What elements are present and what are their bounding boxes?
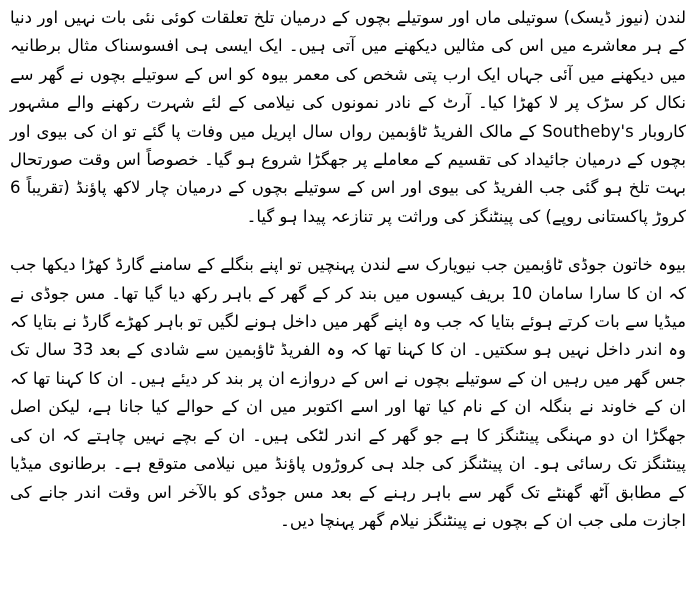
article-body xyxy=(10,4,686,535)
article-paragraph-1: لندن (نیوز ڈیسک) سوتیلی ماں اور سوتیلے بچوں کے درمیان تلخ تعلقات کوئی نئی بات نہیں اور دنیا کے ہر معاشرے میں اس کی مثالیں دیکھنے میں آتی ہیں۔ ایک ایسی ہی افسوسناک مثال برطانیہ میں دیکھنے میں آئی جہاں ایک ارب پتی شخص کی معمر بیوہ کو اس کے سوتیلے بچوں نے گھر سے نکال کر سڑک پر لا کھڑا کیا۔ آرٹ کے نادر نمونوں کی نیلامی کے لئے شہرت رکھنے والے مشہور کاروبار Southeby's کے مالک الفریڈ ٹاؤبمین رواں سال اپریل میں وفات پا گئے تو ان کی بیوی اور بچوں کے درمیان جائیداد کی تقسیم کے معاملے پر جھگڑا شروع ہو گیا۔ خصوصاً اس وقت صورتحال بہت تلخ ہو گئی جب الفریڈ کی بیوی اور اس کے سوتیلے بچوں کے درمیان چار لاکھ پاؤنڈ (تقریباً 6 کروڑ پاکستانی روپے) کی پینٹنگز کی وراثت پر تنازعہ پیدا ہو گیا۔ xyxy=(10,8,686,226)
article-paragraph-2: بیوہ خاتون جوڈی ٹاؤبمین جب نیویارک سے لندن پہنچیں تو اپنے بنگلے کے سامنے گارڈ کھڑا دیکھا جب کہ ان کا سارا سامان 10 بریف کیسوں میں بند کر کے گھر کے باہر رکھ دیا گیا تھا۔ مس جوڈی نے میڈیا سے بات کرتے ہوئے بتایا کہ جب وہ اپنے گھر میں داخل ہونے لگیں تو باہر کھڑے گارڈ نے بتایا کہ وہ اندر داخل نہیں ہو سکتیں۔ ان کا کہنا تھا کہ وہ الفریڈ ٹاؤبمین سے شادی کے بعد 33 سال تک جس گھر میں رہیں ان کے سوتیلے بچوں نے اس کے دروازے ان پر بند کر دیئے ہیں۔ ان کا کہنا تھا کہ ان کے خاوند نے بنگلہ ان کے نام کیا تھا اور اسے اکتوبر میں ان کے حوالے کیا جانا ہے، لیکن اصل جھگڑا ان دو مہنگی پینٹنگز کا ہے جو گھر کے اندر لٹکی ہیں۔ ان کے بچے نہیں چاہتے کہ ان کی پینٹنگز تک رسائی ہو۔ ان پینٹنگز کی جلد ہی کروڑوں پاؤنڈ میں نیلامی متوقع ہے۔ برطانوی میڈیا کے مطابق آٹھ گھنٹے تک گھر سے باہر رہنے کے بعد مس جوڈی کو بالآخر اس وقت اندر جانے کی اجازت ملی جب ان کے بچوں نے پینٹنگز نیلام گھر پہنچا دیں۔ xyxy=(10,255,686,530)
